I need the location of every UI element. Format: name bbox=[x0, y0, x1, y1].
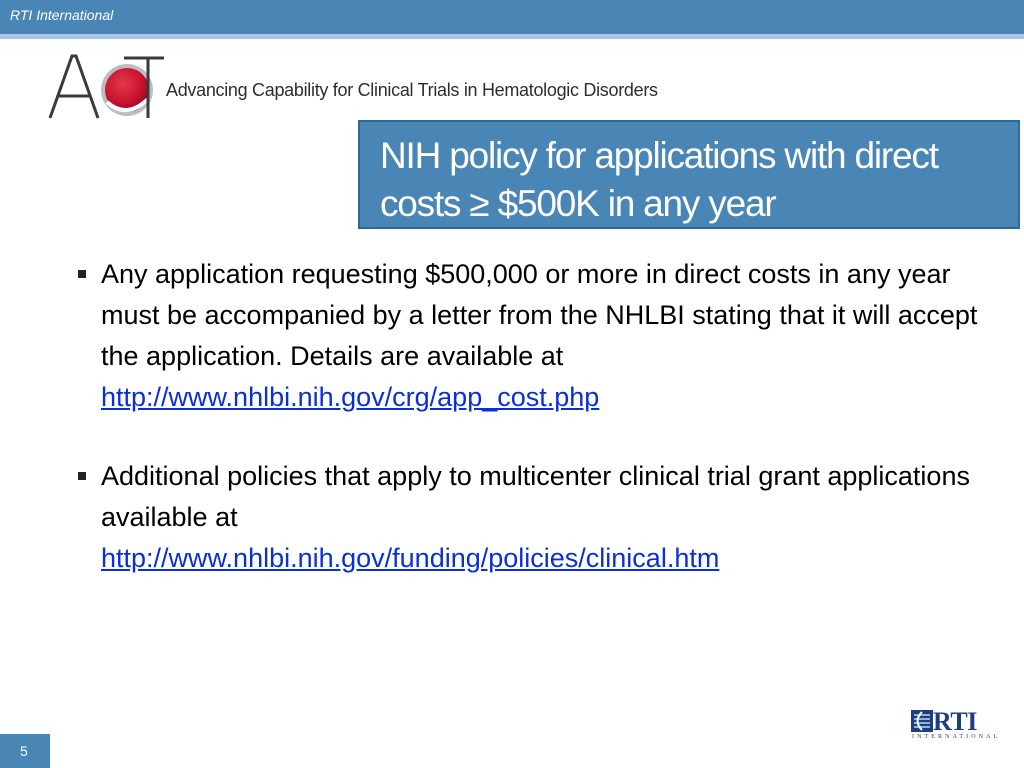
bullet-item-1 bbox=[76, 254, 996, 418]
bullet-text-2: Additional policies that apply to multicenter clinical trial grant applications available at bbox=[101, 461, 970, 532]
rti-logo-subtext: INTERNATIONAL bbox=[912, 734, 1001, 740]
rti-logo-text: RTI bbox=[933, 707, 977, 736]
slide-title-box bbox=[358, 120, 1020, 229]
slide-title-line-1: NIH policy for applications with direct bbox=[380, 135, 938, 176]
bullet-text-1: Any application requesting $500,000 or more in direct costs in any year must be accompanied by a letter from the NHLBI stating that it will accept the application. Details are available at bbox=[101, 259, 978, 371]
bullet-item-2 bbox=[76, 456, 996, 579]
bullet-list bbox=[76, 254, 996, 579]
rti-logo bbox=[911, 707, 1001, 742]
square-bullet-icon bbox=[78, 472, 86, 480]
square-bullet-icon bbox=[78, 270, 86, 278]
slide-title bbox=[380, 132, 1010, 228]
logo-tagline: Advancing Capability for Clinical Trials in Hematologic Disorders bbox=[166, 80, 658, 100]
rti-globe-icon bbox=[911, 710, 933, 732]
top-banner bbox=[0, 0, 1024, 39]
slide-title-line-2: costs ≥ $500K in any year bbox=[380, 183, 776, 224]
act-logo-letters-icon bbox=[46, 52, 166, 122]
slide-number: 5 bbox=[20, 743, 28, 759]
app-cost-link[interactable]: http://www.nhlbi.nih.gov/crg/app_cost.php bbox=[101, 382, 600, 412]
slide-number-box bbox=[0, 734, 50, 768]
clinical-policies-link[interactable]: http://www.nhlbi.nih.gov/funding/policies/clinical.htm bbox=[101, 543, 720, 573]
org-label: RTI International bbox=[10, 7, 114, 23]
